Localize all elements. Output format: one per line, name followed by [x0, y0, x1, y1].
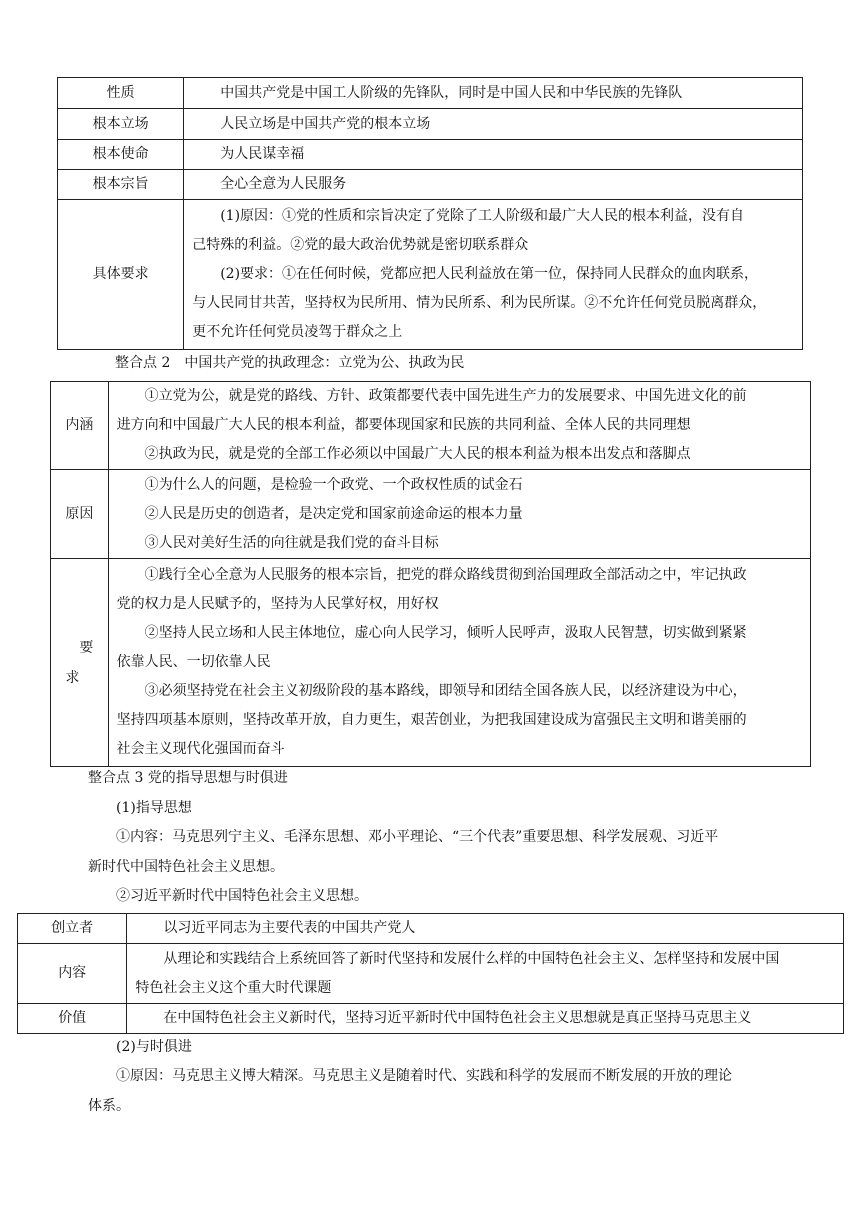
governing-concept-table — [50, 381, 811, 767]
label-reason: 原因 — [51, 470, 109, 559]
xi-thought-table — [17, 913, 844, 1034]
row-label-stance: 根本立场 — [58, 109, 184, 140]
reason-line: ③人民对美好生活的向往就是我们党的奋斗目标 — [144, 534, 439, 551]
req-line: (1)原因：①党的性质和宗旨决定了党除了工人阶级和最广大人民的根本利益，没有自 — [220, 208, 745, 224]
subheading-guiding-thought: (1)指导思想 — [116, 800, 192, 816]
connotation-line: ①立党为公，就是党的路线、方针、政策都要代表中国先进生产力的发展要求、中国先进文化的前 — [144, 388, 747, 404]
requirement-line: ③必须坚持党在社会主义初级阶段的基本路线，即领导和团结全国各族人民，以经济建设为中心， — [144, 683, 747, 699]
content-line: 从理论和实践结合上系统回答了新时代坚持和发展什么样的中国特色社会主义、怎样坚持和发展中国 — [163, 950, 780, 967]
req-line: 己特殊的利益。②党的最大政治优势就是密切联系群众 — [192, 237, 529, 253]
row-text-stance: 人民立场是中国共产党的根本立场 — [184, 109, 803, 140]
text-connotation — [108, 382, 810, 470]
reason-paragraph-line-2: 体系。 — [88, 1098, 130, 1114]
requirement-line: 党的权力是人民赋予的，坚持为人民掌好权，用好权 — [116, 596, 439, 612]
connotation-line: 进方向和中国最广大人民的根本利益，都要体现国家和民族的共同利益、全体人民的共同理想 — [116, 417, 691, 433]
text-content — [127, 944, 844, 1004]
req-line: (2)要求：①在任何时候，党都应把人民利益放在第一位，保持同人民群众的血肉联系， — [220, 266, 759, 282]
row-text-nature: 中国共产党是中国工人阶级的先锋队，同时是中国人民和中华民族的先锋队 — [184, 78, 803, 109]
reason-paragraph-line-1: ①原因：马克思主义博大精深。马克思主义是随着时代、实践和科学的发展而不断发展的开放的理论 — [116, 1068, 732, 1084]
connotation-line: ②执政为民，就是党的全部工作必须以中国最广大人民的根本利益为根本出发点和落脚点 — [144, 446, 691, 462]
label-requirement — [51, 559, 109, 767]
req-line: 与人民同甘共苦，坚持权为民所用、情为民所系、利为民所谋。②不允许任何党员脱离群众， — [192, 295, 767, 311]
requirement-line: 依靠人民、一切依靠人民 — [116, 654, 271, 670]
text-founder: 以习近平同志为主要代表的中国共产党人 — [127, 914, 844, 944]
req-line: 更不允许任何党员凌驾于群众之上 — [192, 324, 403, 340]
requirement-line: 坚持四项基本原则，坚持改革开放，自力更生，艰苦创业，为把我国建设成为富强民主文明和谐美丽的 — [116, 712, 747, 728]
row-label-nature: 性质 — [58, 78, 184, 109]
label-value: 价值 — [18, 1004, 127, 1034]
text-requirement — [108, 559, 810, 767]
label-content: 内容 — [18, 944, 127, 1004]
content-paragraph-line-1: ①内容：马克思列宁主义、毛泽东思想、邓小平理论、“三个代表”重要思想、科学发展观、习近平 — [116, 829, 719, 845]
row-label-mission: 根本使命 — [58, 140, 184, 170]
row-label-requirements: 具体要求 — [58, 200, 184, 350]
row-label-purpose: 根本宗旨 — [58, 170, 184, 200]
row-text-requirements — [184, 200, 803, 350]
heading-integration-point-2: 整合点 2 中国共产党的执政理念：立党为公、执政为民 — [115, 355, 465, 371]
row-text-mission: 为人民谋幸福 — [184, 140, 803, 170]
xi-thought-paragraph: ②习近平新时代中国特色社会主义思想。 — [116, 888, 368, 904]
label-requirement-char-1: 要 — [79, 639, 94, 656]
subheading-keep-pace: (2)与时俱进 — [116, 1039, 192, 1055]
text-reason — [108, 470, 810, 559]
requirement-line: ②坚持人民立场和人民主体地位，虚心向人民学习，倾听人民呼声，汲取人民智慧，切实做到紧紧 — [144, 625, 747, 641]
heading-integration-point-3: 整合点 3 党的指导思想与时俱进 — [88, 770, 288, 786]
label-connotation: 内涵 — [51, 382, 109, 470]
requirement-line: ①践行全心全意为人民服务的根本宗旨，把党的群众路线贯彻到治国理政全部活动之中，牢记执政 — [144, 567, 747, 583]
content-line: 特色社会主义这个重大时代课题 — [135, 979, 332, 996]
label-founder: 创立者 — [18, 914, 127, 944]
reason-line: ②人民是历史的创造者，是决定党和国家前途命运的根本力量 — [144, 505, 523, 522]
reason-line: ①为什么人的问题，是检验一个政党、一个政权性质的试金石 — [144, 476, 523, 493]
party-nature-table — [57, 77, 803, 350]
content-paragraph-line-2: 新时代中国特色社会主义思想。 — [88, 859, 284, 875]
text-value: 在中国特色社会主义新时代，坚持习近平新时代中国特色社会主义思想就是真正坚持马克思主义 — [127, 1004, 844, 1034]
label-requirement-char-2: 求 — [65, 669, 80, 686]
row-text-purpose: 全心全意为人民服务 — [184, 170, 803, 200]
requirement-line: 社会主义现代化强国而奋斗 — [116, 741, 285, 757]
